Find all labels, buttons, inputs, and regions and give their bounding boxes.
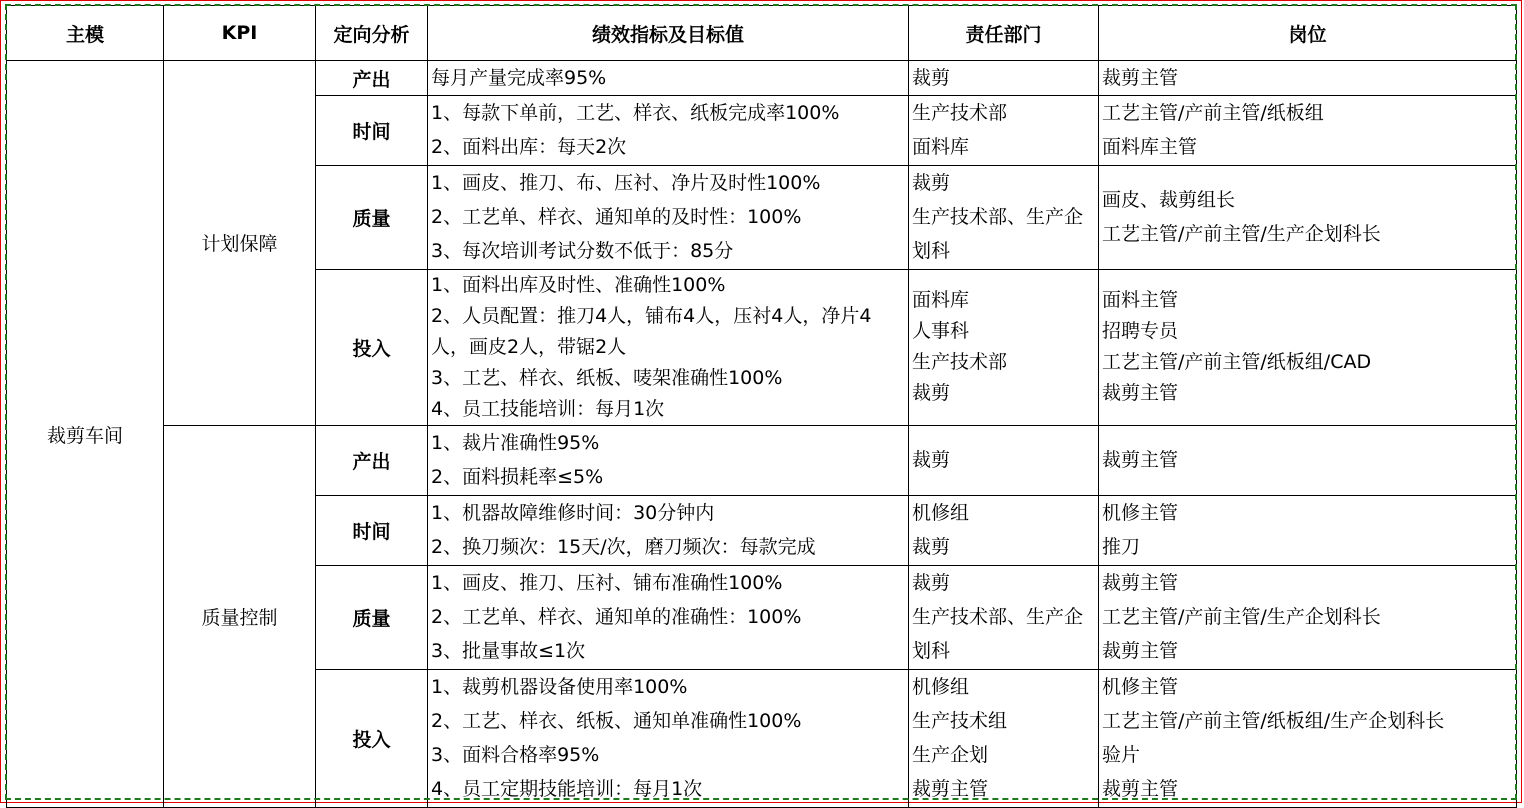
indicator-cell-line: 2、工艺单、样衣、通知单的及时性：100% (431, 205, 802, 228)
position-cell-line: 裁剪主管 (1102, 639, 1179, 662)
department-cell-line: 裁剪 (912, 448, 951, 471)
table-row (7, 61, 1517, 96)
kpi-table (6, 5, 1517, 808)
department-cell-line: 生产技术部 (912, 102, 1008, 125)
department-cell-line: 生产技术部 (912, 351, 1008, 374)
indicator-cell-line: 1、裁片准确性95% (431, 431, 600, 454)
header-row (7, 6, 1517, 61)
indicator-cell (428, 565, 909, 669)
indicator-cell (428, 495, 909, 565)
orientation-cell: 质量 (316, 565, 428, 669)
department-cell (909, 495, 1099, 565)
position-cell (1099, 425, 1517, 495)
table-body (7, 61, 1517, 808)
department-cell (909, 96, 1099, 165)
orientation-cell: 产出 (316, 425, 428, 495)
indicator-cell-line: 2、面料损耗率≤5% (431, 465, 604, 488)
orientation-cell: 投入 (316, 669, 428, 807)
indicator-cell-line: 3、每次培训考试分数不低于：85分 (431, 239, 734, 262)
department-cell-line: 裁剪 (912, 67, 951, 89)
indicator-cell-line: 1、机器故障维修时间：30分钟内 (431, 501, 715, 524)
position-cell-line: 机修主管 (1102, 501, 1179, 524)
department-cell (909, 269, 1099, 425)
position-cell-line: 工艺主管/产前主管/纸板组/CAD (1102, 351, 1372, 374)
position-cell (1099, 269, 1517, 425)
department-cell-line: 机修组 (912, 675, 970, 698)
indicator-cell-line: 每月产量完成率95% (431, 67, 607, 89)
position-cell (1099, 61, 1517, 96)
position-cell-line: 裁剪主管 (1102, 778, 1179, 801)
orientation-cell: 投入 (316, 269, 428, 425)
position-cell-line: 招聘专员 (1102, 320, 1179, 343)
position-cell-line: 推刀 (1102, 535, 1141, 558)
position-cell-line: 面料主管 (1102, 289, 1179, 312)
position-cell-line: 机修主管 (1102, 675, 1179, 698)
position-cell-line: 工艺主管/产前主管/纸板组/生产企划科长 (1102, 709, 1445, 732)
indicator-cell (428, 269, 909, 425)
indicator-cell-line: 1、面料出库及时性、准确性100% (431, 273, 726, 296)
department-cell-line: 裁剪 (912, 571, 951, 594)
department-cell (909, 425, 1099, 495)
module-cell: 裁剪车间 (7, 61, 164, 808)
orientation-cell: 时间 (316, 96, 428, 165)
indicator-cell-line: 2、面料出库：每天2次 (431, 136, 627, 159)
position-cell-line: 裁剪主管 (1102, 448, 1179, 471)
department-cell-line: 人事科 (912, 320, 970, 343)
kpi-cell: 质量控制 (164, 425, 316, 807)
orientation-cell: 时间 (316, 495, 428, 565)
indicator-cell-line: 1、画皮、推刀、布、压衬、净片及时性100% (431, 171, 821, 194)
position-cell-line: 面料库主管 (1102, 136, 1198, 159)
position-cell-line: 验片 (1102, 743, 1141, 766)
position-cell-line: 裁剪主管 (1102, 67, 1179, 89)
indicator-cell-line: 2、换刀频次：15天/次，磨刀频次：每款完成 (431, 535, 816, 558)
indicator-cell (428, 425, 909, 495)
orientation-cell: 质量 (316, 165, 428, 269)
department-cell-line: 生产技术部、生产企 (912, 205, 1084, 228)
indicator-cell-line: 人，画皮2人，带锯2人 (431, 335, 627, 358)
header-kpi: KPI (164, 6, 316, 61)
header-indicator: 绩效指标及目标值 (428, 6, 909, 61)
department-cell-line: 裁剪 (912, 535, 951, 558)
indicator-cell-line: 2、人员配置：推刀4人，铺布4人，压衬4人，净片4 (431, 304, 872, 327)
indicator-cell-line: 2、工艺单、样衣、通知单的准确性：100% (431, 605, 802, 628)
kpi-cell: 计划保障 (164, 61, 316, 426)
position-cell (1099, 96, 1517, 165)
position-cell (1099, 495, 1517, 565)
indicator-cell-line: 1、每款下单前，工艺、样衣、纸板完成率100% (431, 102, 840, 125)
indicator-cell-line: 4、员工定期技能培训：每月1次 (431, 778, 703, 801)
department-cell-line: 面料库 (912, 289, 970, 312)
orientation-cell: 产出 (316, 61, 428, 96)
indicator-cell-line: 1、裁剪机器设备使用率100% (431, 675, 688, 698)
position-cell-line: 工艺主管/产前主管/生产企划科长 (1102, 223, 1381, 246)
department-cell-line: 划科 (912, 639, 951, 662)
department-cell-line: 裁剪 (912, 382, 951, 405)
table-row (7, 425, 1517, 495)
indicator-cell-line: 4、员工技能培训：每月1次 (431, 397, 665, 420)
department-cell-line: 裁剪主管 (912, 778, 989, 801)
department-cell-line: 裁剪 (912, 171, 951, 194)
department-cell-line: 生产企划 (912, 743, 989, 766)
department-cell-line: 面料库 (912, 136, 970, 159)
indicator-cell-line: 1、画皮、推刀、压衬、铺布准确性100% (431, 571, 783, 594)
indicator-cell (428, 61, 909, 96)
header-module: 主模 (7, 6, 164, 61)
position-cell-line: 裁剪主管 (1102, 571, 1179, 594)
indicator-cell-line: 2、工艺、样衣、纸板、通知单准确性100% (431, 709, 802, 732)
indicator-cell-line: 3、工艺、样衣、纸板、唛架准确性100% (431, 366, 783, 389)
department-cell (909, 669, 1099, 807)
position-cell-line: 工艺主管/产前主管/生产企划科长 (1102, 605, 1381, 628)
position-cell-line: 裁剪主管 (1102, 382, 1179, 405)
position-cell-line: 画皮、裁剪组长 (1102, 188, 1236, 211)
department-cell (909, 165, 1099, 269)
position-cell-line: 工艺主管/产前主管/纸板组 (1102, 102, 1324, 125)
department-cell-line: 生产技术组 (912, 709, 1008, 732)
position-cell (1099, 565, 1517, 669)
department-cell (909, 61, 1099, 96)
indicator-cell-line: 3、批量事故≤1次 (431, 639, 586, 662)
header-department: 责任部门 (909, 6, 1099, 61)
department-cell-line: 划科 (912, 239, 951, 262)
indicator-cell (428, 669, 909, 807)
header-orientation: 定向分析 (316, 6, 428, 61)
indicator-cell (428, 96, 909, 165)
department-cell (909, 565, 1099, 669)
department-cell-line: 机修组 (912, 501, 970, 524)
indicator-cell (428, 165, 909, 269)
position-cell (1099, 669, 1517, 807)
header-position: 岗位 (1099, 6, 1517, 61)
position-cell (1099, 165, 1517, 269)
department-cell-line: 生产技术部、生产企 (912, 605, 1084, 628)
indicator-cell-line: 3、面料合格率95% (431, 743, 600, 766)
